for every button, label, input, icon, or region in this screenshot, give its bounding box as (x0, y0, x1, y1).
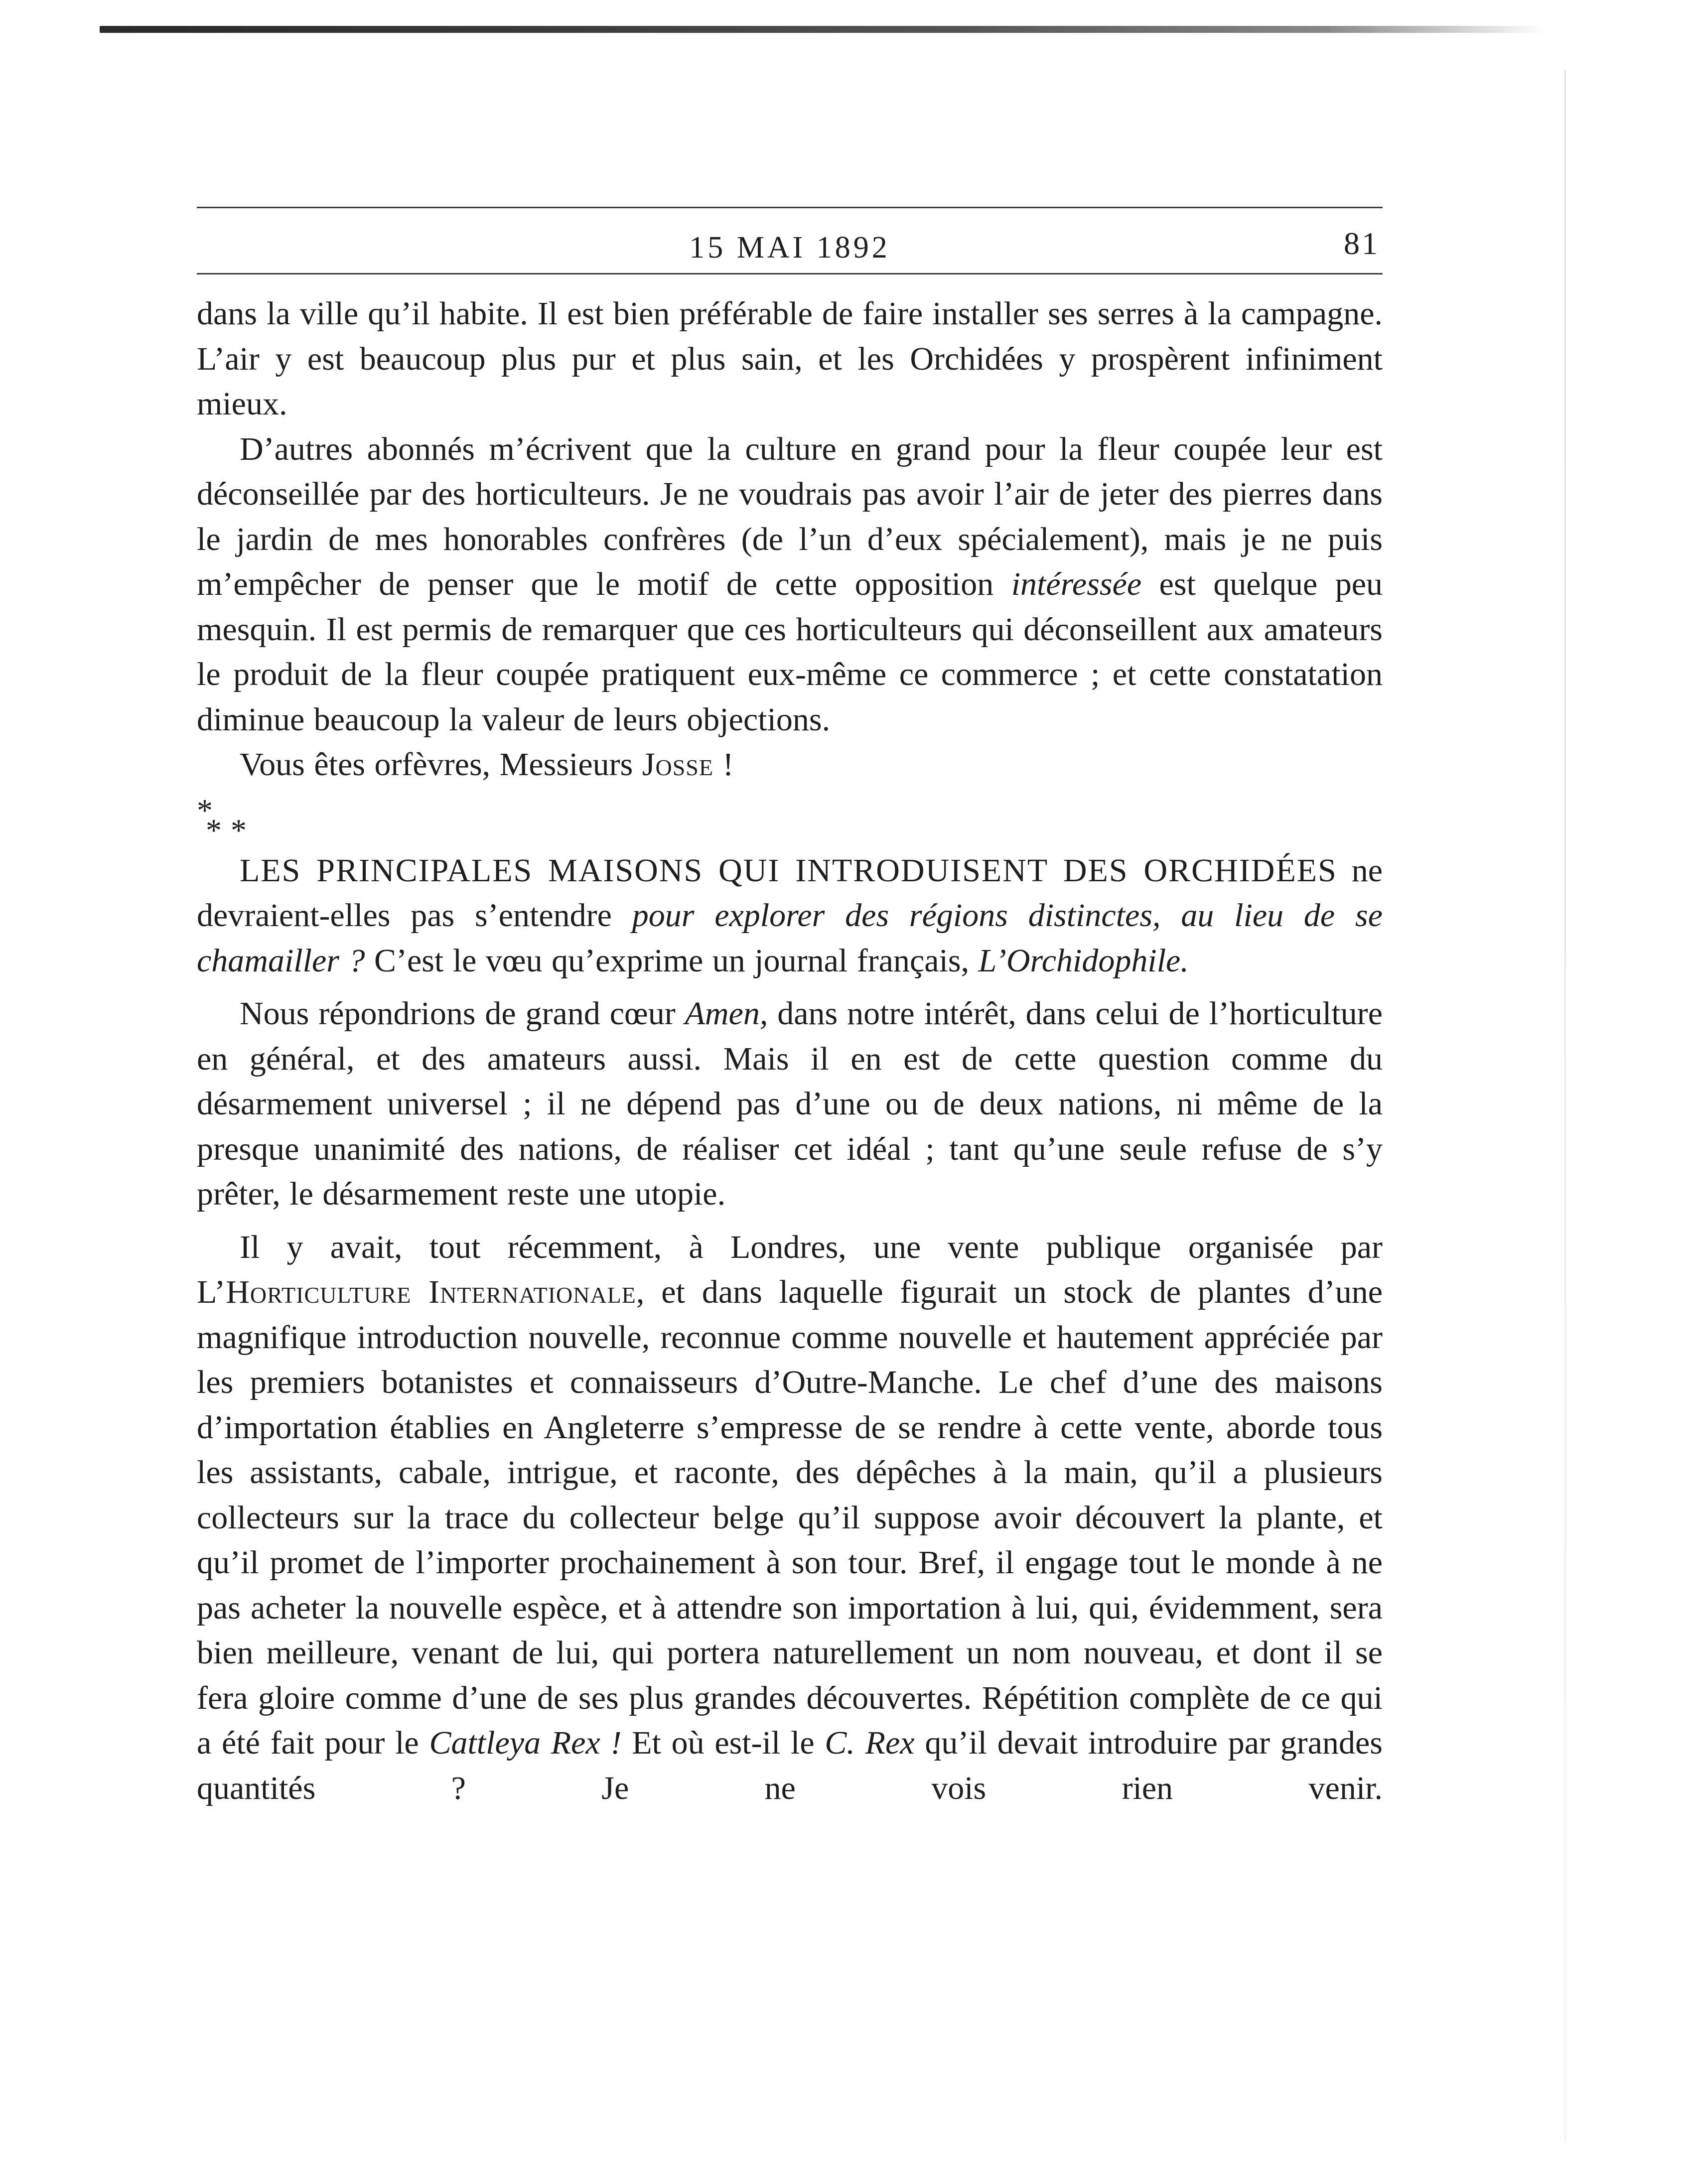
page-number: 81 (1344, 226, 1380, 261)
emphasis-interessee: intéressée (1011, 566, 1142, 602)
journal-name: L’Orchidophile. (978, 942, 1189, 979)
section-heading-caps: LES PRINCIPALES MAISONS QUI INTRODUISENT DES ORCHIDÉES (240, 852, 1337, 889)
paragraph-4-text-end: C’est le vœu qu’exprime un journal français, (365, 942, 979, 979)
body-text (197, 291, 1383, 1811)
paragraph-6 (197, 1225, 1383, 1811)
scan-edge-top (100, 26, 1545, 33)
emphasis-cattleya-rex: Cattleya Rex ! (429, 1725, 622, 1761)
paragraph-5-text-end: dans notre intérêt, dans celui de l’horticulture en général, et des amateurs aussi. Mais il en est de cette question comme du désarmement universel ; il ne dépend pas d’une ou de deux nations, ni même de la presque unanimité des nations, de réaliser cet idéal ; tant qu’une seule refuse de s’y prêter, le désarmement reste une utopie. (197, 995, 1383, 1212)
paragraph-6-text-end: qu’il devait introduire par grandes quantités ? Je ne vois rien venir. (197, 1725, 1383, 1806)
paragraph-2-text-start: D’autres abonnés m’écrivent que la culture en grand pour la fleur coupée leur est déconseillée par des horticulteurs. Je ne voudrais pas avoir l’air de jeter des pierres dans le jardin de mes honorables confrères (de l’un d’eux spécialement), mais je ne puis m’empêcher de penser que le motif de cette opposition (197, 430, 1383, 602)
page (197, 207, 1383, 1811)
paragraph-3-text: Vous êtes orfèvres, Messieurs (240, 746, 642, 783)
emphasis-amen: Amen, (685, 995, 768, 1032)
paragraph-4-text: ne devraient-elles pas s’entendre (197, 852, 1383, 934)
paragraph-4 (197, 848, 1383, 984)
paragraph-6-text-mid2: Et où est-il le (621, 1725, 825, 1761)
emphasis-regions: pour explorer des régions distinctes, au lieu de se chamailler ? (197, 897, 1383, 979)
paragraph-1-text: dans la ville qu’il habite. Il est bien préférable de faire installer ses serres à la campagne. L’air y est beaucoup plus pur et plus sain, et les Orchidées y prospèrent infiniment mieux. (197, 295, 1383, 422)
asterism-top: * (197, 792, 213, 828)
asterism-divider (197, 792, 1383, 848)
paragraph-6-text-mid: , et dans laquelle figurait un stock de plantes d’une magnifique introduction nouvelle, reconnue comme nouvelle et hautement appréciée par les premiers botanistes et connaisseurs d’Outre-Manche. Le chef d’une des maisons d’importation établies en Angleterre s’empresse de se rendre à cette vente, aborde tous les assistants, cabale, intrigue, et raconte, des dépêches à la main, qu’il a plusieurs collecteurs sur la trace du collecteur belge qu’il suppose avoir découvert la plante, et qu’il promet de l’importer prochainement à son tour. Bref, il engage tout le monde à ne pas acheter la nouvelle espèce, et à attendre son importation à lui, qui, évidemment, sera bien meilleure, venant de lui, qui portera naturellement un nom nouveau, et dont il se fera gloire comme d’une de ses plus grandes découvertes. Répétition complète de ce qui a été fait pour le (197, 1274, 1383, 1761)
paragraph-3-punctuation: ! (713, 746, 734, 783)
asterism-bottom: ** (206, 812, 256, 848)
header-rule-bottom (197, 273, 1383, 274)
scan-edge-right (1564, 70, 1566, 2142)
paragraph-3 (197, 742, 1383, 788)
emphasis-c-rex: C. Rex (825, 1725, 915, 1761)
paragraph-6-text-start: Il y avait, tout récemment, à Londres, une vente publique organisée par (240, 1228, 1383, 1265)
header-date: 15 MAI 1892 (689, 231, 890, 265)
company-name: L’Horticulture Internationale (197, 1274, 636, 1310)
paragraph-2 (197, 427, 1383, 743)
paragraph-5-text-start: Nous répondrions de grand cœur (240, 995, 685, 1032)
name-josse: Josse (642, 746, 713, 783)
paragraph-5 (197, 991, 1383, 1217)
paragraph-2-text-end: est quelque peu mesquin. Il est permis de remarquer que ces horticulteurs qui déconseillent aux amateurs le produit de la fleur coupée pratiquent eux-même ce commerce ; et cette constatation diminue beaucoup la valeur de leurs objections. (197, 566, 1383, 738)
running-head (197, 208, 1383, 273)
paragraph-1 (197, 291, 1383, 427)
